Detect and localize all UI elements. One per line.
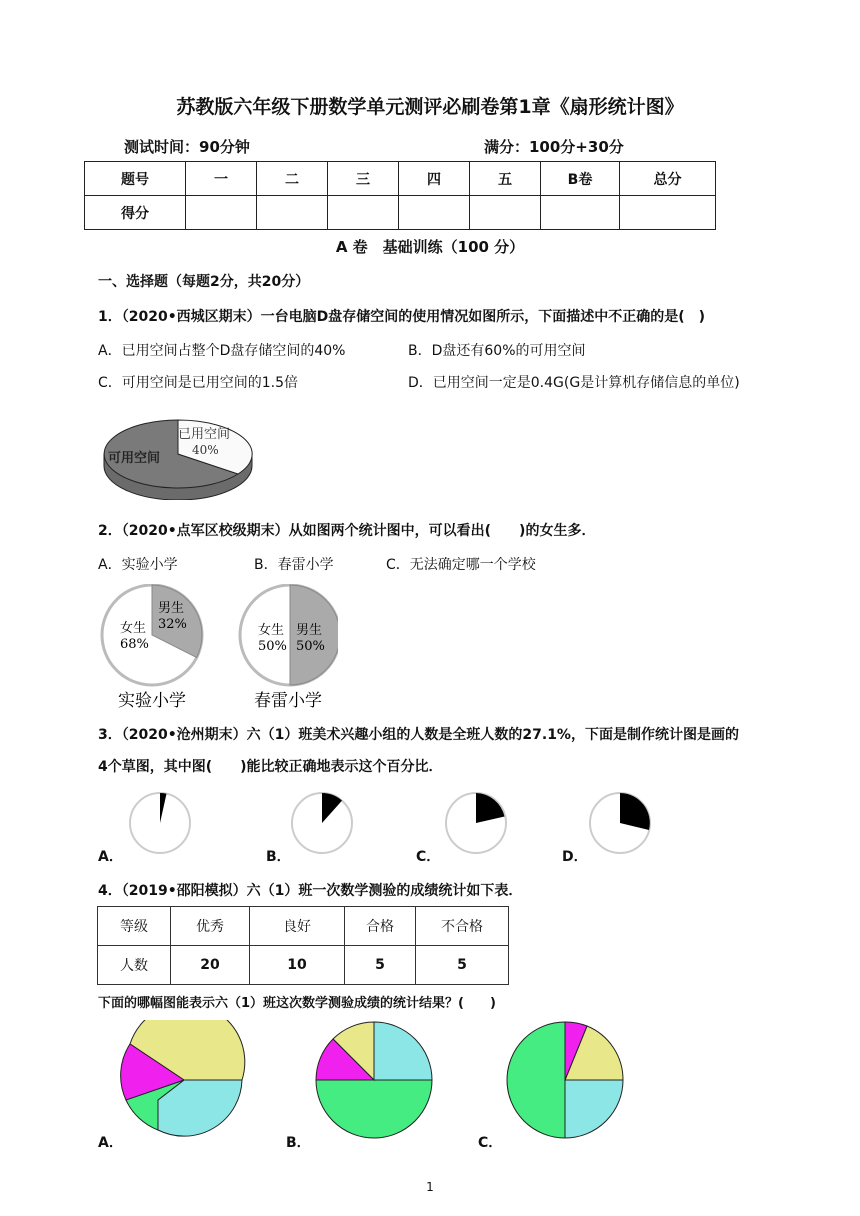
score-cell[interactable]	[541, 196, 620, 230]
grades-row-label: 人数	[98, 946, 171, 985]
score-cell[interactable]	[257, 196, 328, 230]
score-cell[interactable]	[470, 196, 541, 230]
pie1-female-pct: 68%	[120, 637, 149, 652]
score-header-cell: 四	[399, 162, 470, 196]
pie-b-green-slice	[316, 1080, 432, 1138]
grades-header-cell: 等级	[98, 907, 171, 946]
test-time: 测试时间：90分钟	[124, 138, 250, 156]
q3-sketch-charts	[98, 790, 698, 862]
used-space-label: 已用空间	[178, 427, 231, 442]
q4-label-c[interactable]: C．	[478, 1135, 503, 1151]
pie-c-green-slice	[507, 1022, 565, 1138]
pie1-female-label: 女生	[120, 621, 147, 636]
q3-label-b[interactable]: B．	[266, 849, 291, 865]
score-header-cell: 三	[328, 162, 399, 196]
q4-label-b[interactable]: B．	[286, 1135, 311, 1151]
pie1-male-label: 男生	[158, 601, 185, 616]
score-header-cell: 题号	[85, 162, 186, 196]
grades-cell: 10	[250, 946, 345, 985]
q2-option-c[interactable]: C．无法确定哪一个学校	[386, 557, 536, 573]
grades-cell: 5	[345, 946, 416, 985]
pie1-male-pct: 32%	[158, 617, 187, 632]
grades-data-row	[98, 946, 509, 985]
grades-table	[97, 906, 509, 985]
score-header-cell: 一	[186, 162, 257, 196]
pie1-school-name: 实验小学	[118, 691, 186, 711]
grades-header-cell: 良好	[250, 907, 345, 946]
page-number: 1	[426, 1180, 434, 1194]
score-header-cell: 二	[257, 162, 328, 196]
q4-label-a[interactable]: A．	[98, 1135, 123, 1151]
q2-option-a[interactable]: A．实验小学	[98, 557, 178, 573]
q1-option-c[interactable]: C．可用空间是已用空间的1.5倍	[98, 375, 299, 391]
q4-pie-a	[121, 1020, 245, 1136]
grades-header-row	[98, 907, 509, 946]
part-heading: 一、选择题（每题2分，共20分）	[98, 274, 310, 290]
score-table-header-row	[85, 162, 716, 196]
free-space-label: 可用空间	[108, 451, 161, 466]
q1-option-a[interactable]: A．已用空间占整个D盘存储空间的40%	[98, 343, 346, 359]
question-2-stem: 2．（2020•点军区校级期末）从如图两个统计图中，可以看出( )的女生多．	[98, 523, 596, 539]
pie2-male-label: 男生	[296, 623, 323, 638]
pie2-male-pct: 50%	[296, 639, 325, 654]
grades-header-cell: 合格	[345, 907, 416, 946]
full-score: 满分：100分+30分	[484, 138, 624, 156]
q2-pie-charts	[98, 584, 338, 712]
score-cell[interactable]	[620, 196, 716, 230]
question-1-stem: 1．（2020•西城区期末）一台电脑D盘存储空间的使用情况如图所示，下面描述中不正确的是( )	[98, 309, 706, 325]
score-header-cell: B卷	[541, 162, 620, 196]
score-header-cell: 总分	[620, 162, 716, 196]
q1-option-b[interactable]: B．D盘还有60%的可用空间	[408, 343, 586, 359]
pie-c-cyan-slice	[565, 1080, 623, 1138]
grades-header-cell: 不合格	[416, 907, 509, 946]
q4-pie-b	[316, 1022, 432, 1138]
q3-label-a[interactable]: A．	[98, 849, 123, 865]
q4-pie-c	[507, 1022, 623, 1138]
question-4-prompt: 下面的哪幅图能表示六（1）班这次数学测验成绩的统计结果？( )	[98, 996, 496, 1011]
q4-pie-charts	[98, 1020, 638, 1148]
score-header-cell: 五	[470, 162, 541, 196]
q3-label-d[interactable]: D．	[562, 849, 588, 865]
question-3-stem-line1: 3．（2020•沧州期末）六（1）班美术兴趣小组的人数是全班人数的27.1%，下面是制作统计图是画的	[98, 727, 739, 743]
score-cell[interactable]	[399, 196, 470, 230]
q1-disk-pie-chart	[98, 408, 258, 500]
pie2-school-name: 春雷小学	[254, 691, 322, 711]
grades-cell: 5	[416, 946, 509, 985]
score-cell[interactable]	[186, 196, 257, 230]
question-4-stem: 4．（2019•邵阳模拟）六（1）班一次数学测验的成绩统计如下表．	[98, 883, 523, 899]
page-title: 苏教版六年级下册数学单元测评必刷卷第1章《扇形统计图》	[176, 96, 684, 118]
pie2-female-label: 女生	[258, 623, 285, 638]
grades-header-cell: 优秀	[171, 907, 250, 946]
pie2-female-pct: 50%	[258, 639, 287, 654]
grades-cell: 20	[171, 946, 250, 985]
q1-option-d[interactable]: D．已用空间一定是0.4G(G是计算机存储信息的单位)	[408, 375, 740, 391]
q3-label-c[interactable]: C．	[416, 849, 441, 865]
section-a-heading: A 卷 基础训练（100 分）	[335, 238, 525, 256]
pie-b-cyan-slice	[374, 1022, 432, 1080]
score-cell[interactable]	[328, 196, 399, 230]
used-space-pct: 40%	[192, 443, 219, 457]
score-row-label: 得分	[85, 196, 186, 230]
q2-option-b[interactable]: B．春雷小学	[254, 557, 334, 573]
question-3-stem-line2: 4个草图，其中图( )能比较正确地表示这个百分比．	[98, 759, 443, 775]
score-table-row	[85, 196, 716, 230]
score-table	[84, 161, 716, 230]
